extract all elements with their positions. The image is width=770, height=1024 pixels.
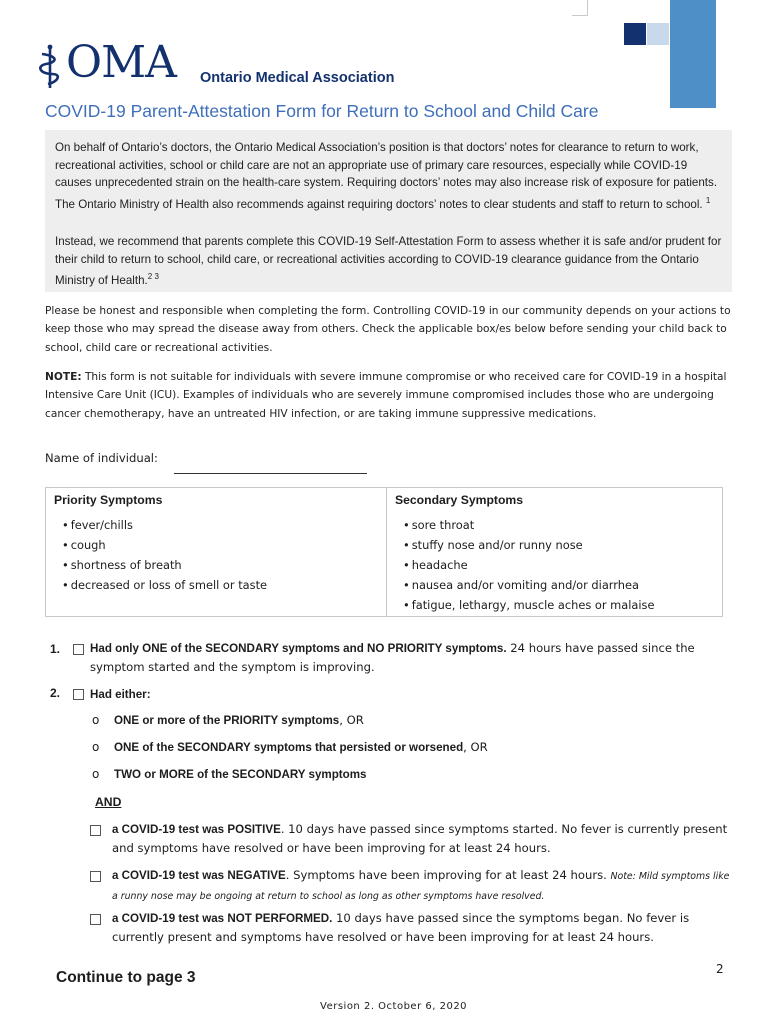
checkbox-icon[interactable]: [90, 871, 101, 882]
item-2-heading: Had either:: [90, 688, 151, 701]
page-title: COVID-19 Parent-Attestation Form for Return to School and Child Care: [45, 101, 599, 121]
version-label: Version 2. October 6, 2020: [320, 1001, 468, 1012]
name-input-line[interactable]: [174, 473, 367, 474]
name-label: Name of individual:: [45, 451, 158, 465]
caduceus-icon: [38, 44, 68, 90]
list-item: • nausea and/or vomiting and/or diarrhea: [403, 575, 655, 595]
list-item: • cough: [62, 535, 267, 555]
intro-paragraph-2: Instead, we recommend that parents complete this COVID-19 Self-Attestation Form to assess whether it is safe and/or prudent for their child to return to school, child care, or recreational activities according to COVID-19 clearance guidance from the Ontario Ministry of Health.$^{2 3}$: [55, 235, 722, 288]
page-corner-rule: [572, 0, 588, 16]
item-2-number: 2.: [50, 686, 61, 700]
item-1-text: Had only ONE of the SECONDARY symptoms and NO PRIORITY symptoms. 24 hours have passed since the symptom started and the symptom is improving.: [90, 641, 695, 674]
list-item: • decreased or loss of smell or taste: [62, 575, 267, 595]
checkbox-icon[interactable]: [73, 689, 84, 700]
option-bullet-icon: o: [92, 740, 100, 754]
list-item: • fatigue, lethargy, muscle aches or malaise: [403, 595, 655, 615]
test-negative-text: a COVID-19 test was NEGATIVE. Symptoms have been improving for at least 24 hours. Note: Mild symptoms like a runny nose may be ongoing at return to school as long as other symptoms have resolved.: [112, 868, 730, 902]
priority-symptoms-column: [46, 488, 387, 616]
list-item: • sore throat: [403, 515, 655, 535]
item-1-number: 1.: [50, 642, 61, 656]
logo-wordmark: OMA: [66, 37, 176, 88]
decor-square-large: [670, 46, 716, 108]
priority-symptoms-heading: Priority Symptoms: [54, 493, 163, 507]
secondary-symptoms-heading: Secondary Symptoms: [395, 493, 524, 507]
continue-label: Continue to page 3: [56, 969, 196, 986]
list-item: • headache: [403, 555, 655, 575]
option-2: ONE of the SECONDARY symptoms that persisted or worsened, OR: [114, 740, 488, 754]
list-item: • fever/chills: [62, 515, 267, 535]
decor-square-light: [647, 23, 669, 45]
checkbox-icon[interactable]: [73, 644, 84, 655]
instructions-paragraph: Please be honest and responsible when completing the form. Controlling COVID-19 in our community depends on your actions to keep those who may spread the disease away from others. Check the applicable box/es below before sending your child back to school, child care or recreational activities.: [45, 305, 731, 354]
option-bullet-icon: o: [92, 713, 100, 727]
note-paragraph: NOTE: This form is not suitable for individuals with severe immune compromise or who received care for COVID-19 in a hospital Intensive Care Unit (ICU). Examples of individuals who are severely immune compromised includes those who are undergoing cancer chemotherapy, have an untreated HIV infection, or are taking immune suppressive medications.: [45, 371, 727, 420]
and-label: AND: [95, 795, 122, 809]
secondary-symptoms-column: [387, 488, 722, 616]
list-item: • stuffy nose and/or runny nose: [403, 535, 655, 555]
checkbox-icon[interactable]: [90, 825, 101, 836]
test-positive-text: a COVID-19 test was POSITIVE. 10 days have passed since symptoms started. No fever is currently present and symptoms have resolved or have been improving for at least 24 hours.: [112, 822, 728, 855]
list-item: • shortness of breath: [62, 555, 267, 575]
intro-box: [45, 130, 732, 292]
priority-symptoms-list: [62, 515, 267, 595]
secondary-symptoms-list: [403, 515, 655, 615]
checkbox-icon[interactable]: [90, 914, 101, 925]
option-1: ONE or more of the PRIORITY symptoms, OR: [114, 713, 364, 727]
org-name: Ontario Medical Association: [200, 70, 395, 86]
test-not-performed-text: a COVID-19 test was NOT PERFORMED. 10 days have passed since the symptoms began. No fever is currently present and symptoms have resolved or have been improving for at least 24 hours.: [112, 911, 690, 944]
decor-square-small: [624, 23, 646, 45]
page-number: 2: [716, 962, 724, 976]
symptoms-table: [45, 487, 723, 617]
decor-square-mid: [670, 0, 716, 46]
option-3: TWO or MORE of the SECONDARY symptoms: [114, 768, 367, 781]
option-bullet-icon: o: [92, 767, 100, 781]
intro-paragraph-1: On behalf of Ontario’s doctors, the Ontario Medical Association’s position is that doctors’ notes for clearance to return to work, recreational activities, school or child care are not an appropriate use of primary care resources, especially while COVID-19 causes unprecedented strain on the health-care system. Requiring doctors’ notes may also increase risk of exposure for patients. The Ontario Ministry of Health also recommends against requiring doctors’ notes to clear students and staff to return to school. $^1$: [55, 141, 718, 211]
